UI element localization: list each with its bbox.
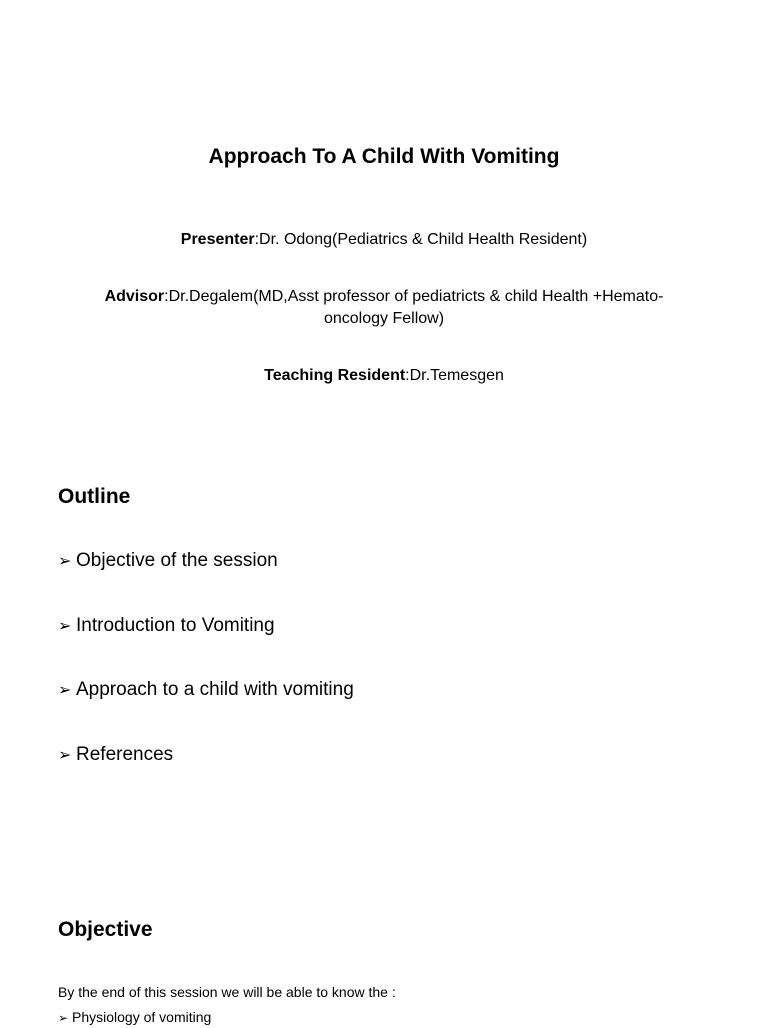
arrowhead-bullet-icon: ➢ [58, 1011, 69, 1025]
objective-item-label: Physiology of vomiting [72, 1009, 212, 1025]
arrowhead-bullet-icon: ➢ [58, 744, 72, 764]
outline-item-label: Objective of the session [76, 550, 278, 571]
list-item [58, 677, 354, 742]
outline-item-label: References [76, 743, 174, 765]
outline-heading: Outline [58, 485, 131, 508]
advisor-line [104, 286, 664, 330]
objective-intro: By the end of this session we will be able to know the : [58, 984, 396, 1000]
outline-item-label: Introduction to Vomiting [76, 614, 275, 636]
outline-list [58, 548, 354, 806]
list-item [58, 1007, 211, 1028]
presenter-value: :Dr. Odong(Pediatrics & Child Health Resident) [254, 231, 588, 248]
teaching-resident-label: Teaching Resident [264, 367, 406, 384]
teaching-resident-line [0, 365, 768, 387]
list-item [58, 548, 354, 613]
presenter-label: Presenter [180, 231, 255, 248]
advisor-label: Advisor [104, 288, 165, 305]
page-title: Approach To A Child With Vomiting [208, 145, 560, 168]
arrowhead-bullet-icon: ➢ [58, 615, 72, 635]
teaching-resident-value: :Dr.Temesgen [405, 367, 504, 384]
presenter-line [0, 229, 768, 251]
objective-heading: Objective [58, 918, 153, 941]
arrowhead-bullet-icon: ➢ [58, 551, 72, 570]
advisor-value: :Dr.Degalem(MD,Asst professor of pediatricts & child Health +Hemato-oncology Fellow) [164, 288, 664, 327]
list-item [58, 742, 354, 807]
outline-item-label: Approach to a child with vomiting [76, 679, 354, 700]
objective-list [58, 1007, 211, 1028]
arrowhead-bullet-icon: ➢ [58, 680, 72, 699]
list-item [58, 613, 354, 678]
